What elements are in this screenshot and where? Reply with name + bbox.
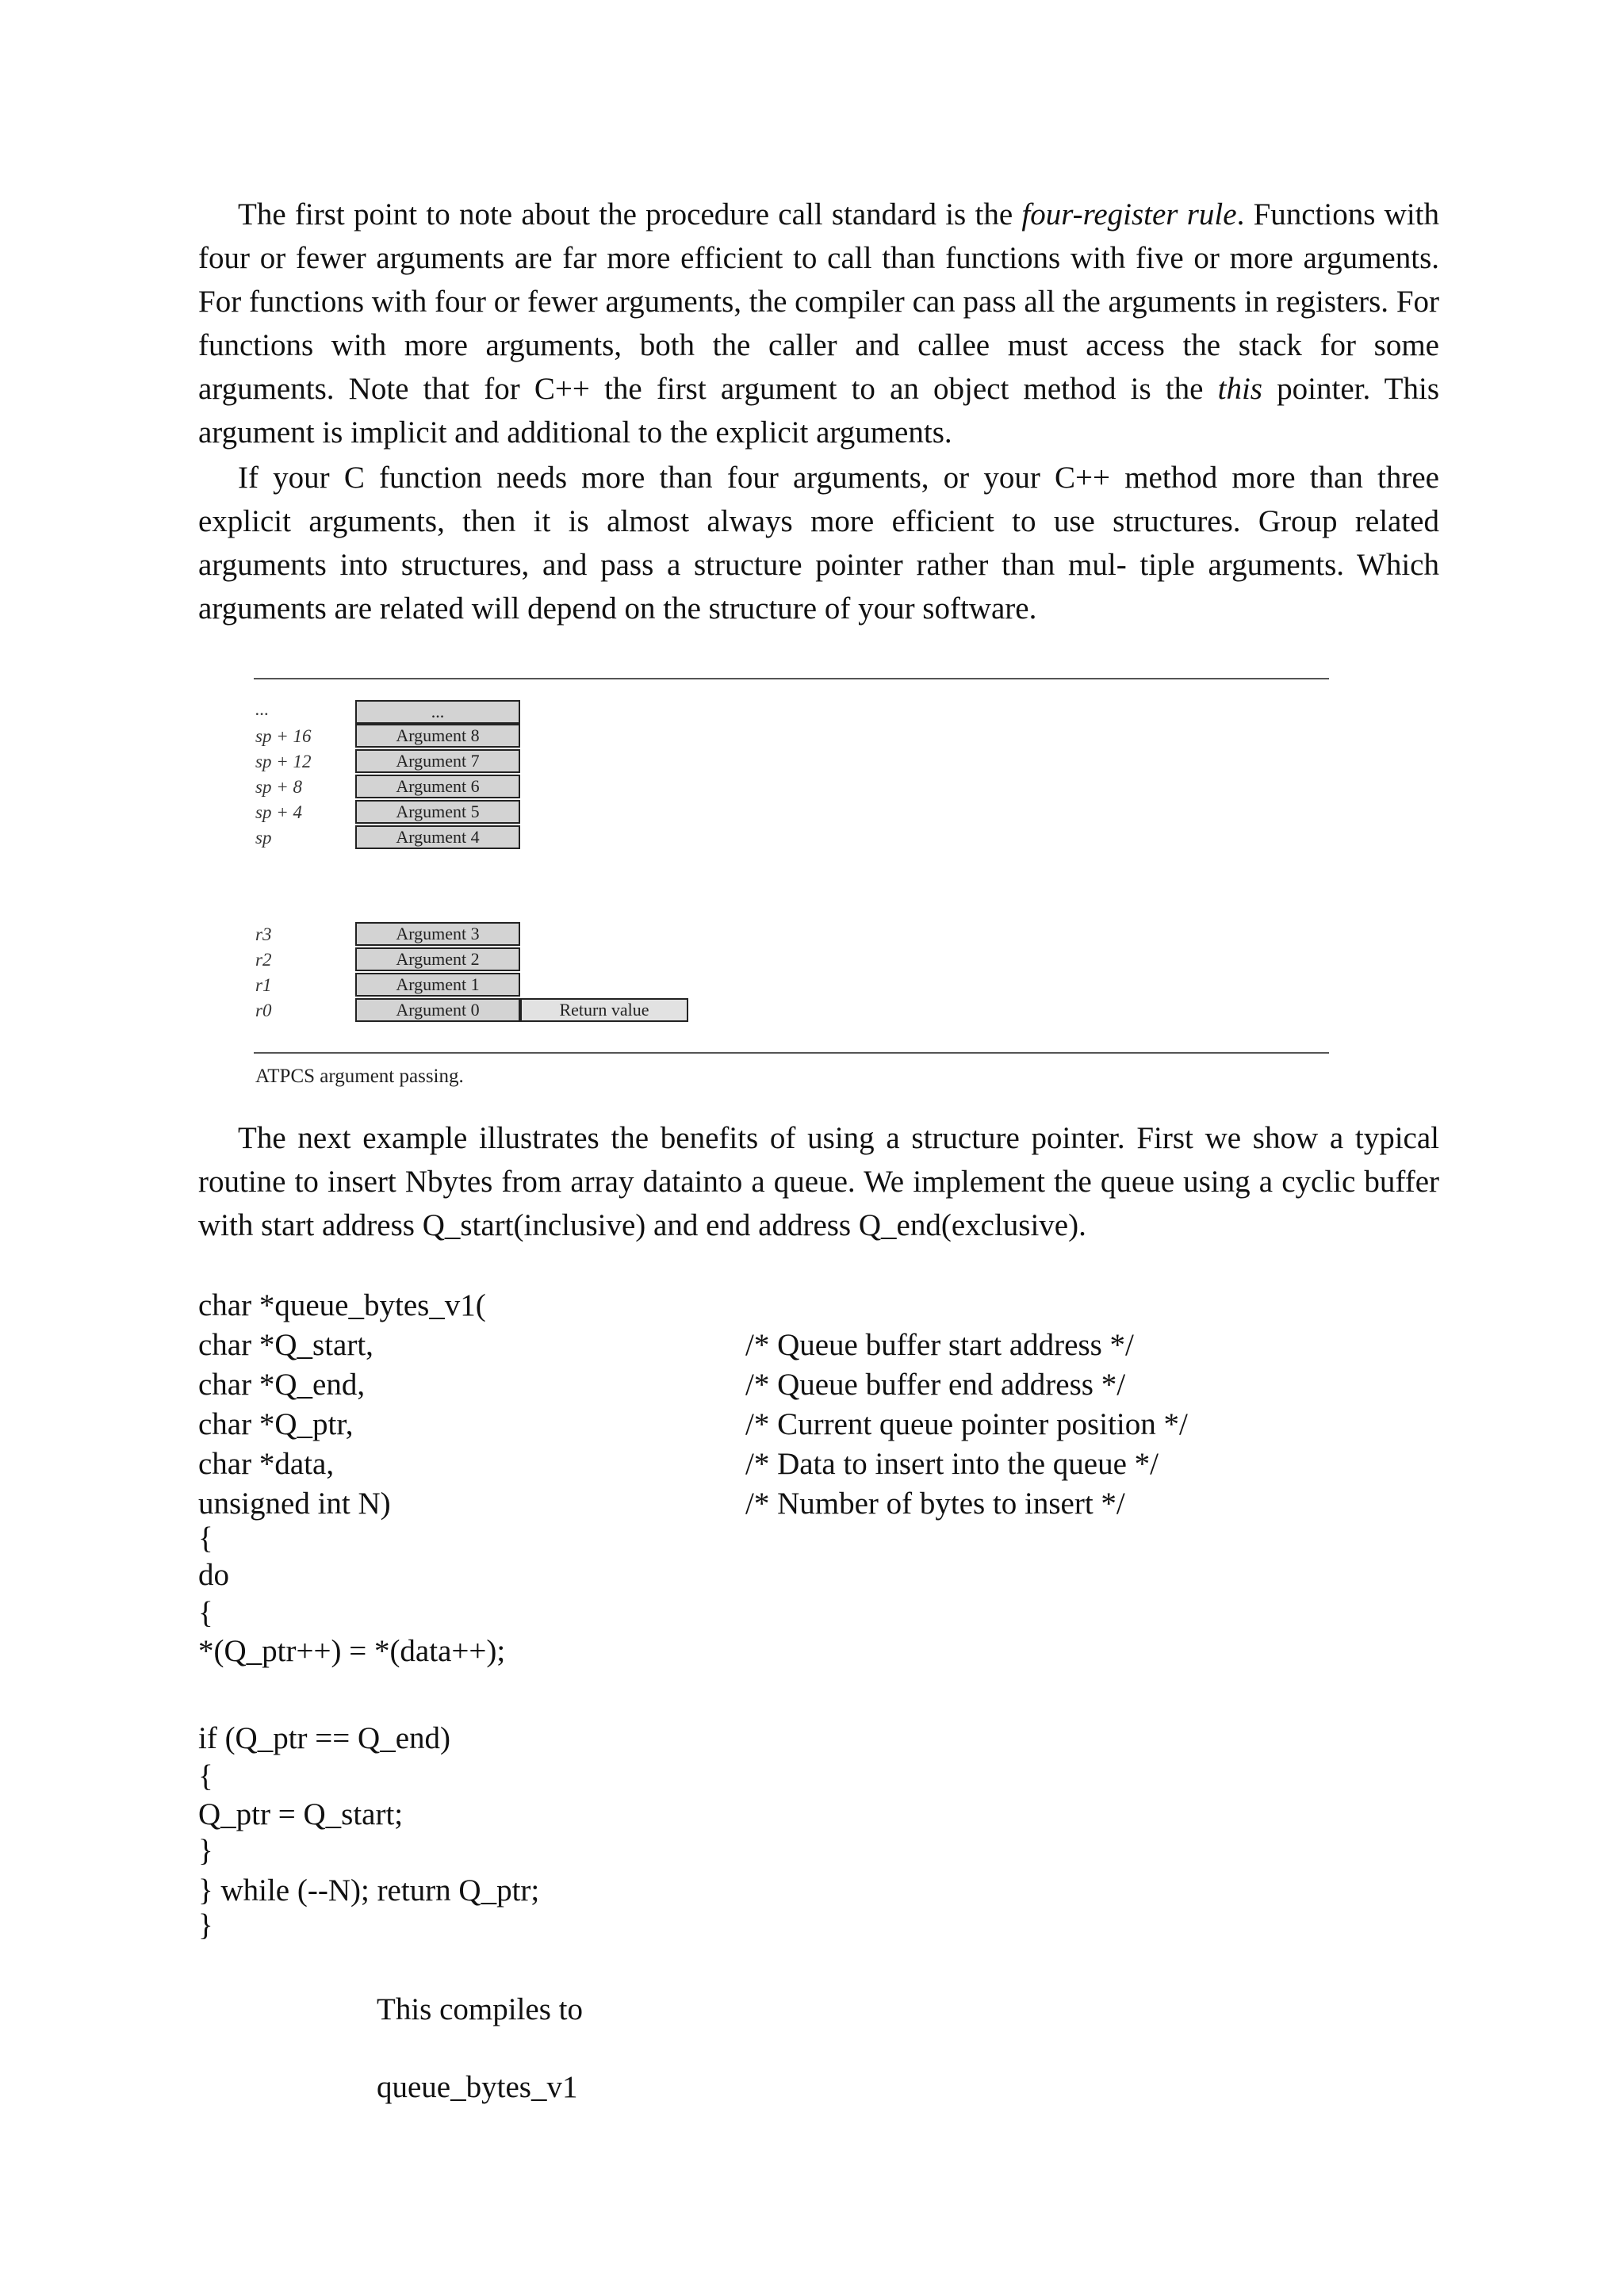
code-comment: /* Queue buffer start address */ (745, 1328, 1134, 1362)
stack-cell: Argument 5 (355, 800, 520, 824)
stack-reg-label: sp + 4 (255, 802, 302, 822)
paragraph-structures (198, 456, 1439, 630)
code-line: char *Q_ptr, (198, 1407, 354, 1441)
code-line: *(Q_ptr++) = *(data++); (198, 1634, 506, 1668)
stack-reg-label: sp + 16 (255, 726, 312, 746)
code-line: { (198, 1596, 213, 1630)
p1-italic-term: four-register rule (1021, 197, 1237, 232)
stack-cell: Argument 6 (355, 775, 520, 798)
code-line: char *Q_end, (198, 1368, 366, 1402)
code-line: char *queue_bytes_v1( (198, 1288, 486, 1322)
compiles-to-text: This compiles to (377, 1992, 583, 2026)
p1-text-a: The first point to note about the procedure call standard is the (238, 197, 1022, 232)
figure-top-rule (254, 678, 1329, 679)
code-line: } (198, 1908, 213, 1942)
code-comment: /* Current queue pointer position */ (745, 1407, 1188, 1441)
code-line: unsigned int N) (198, 1487, 391, 1521)
code-line: } (198, 1834, 213, 1868)
code-line: char *Q_start, (198, 1328, 373, 1362)
code-comment: /* Data to insert into the queue */ (745, 1447, 1159, 1481)
paragraph-structure-pointer-example (198, 1116, 1439, 1247)
code-line: Q_ptr = Q_start; (198, 1797, 404, 1831)
p1-text-b: . Functions with four or fewer arguments are far more efficient to call than functions with five or more arguments. For functions with four or fewer arguments, the compiler can pass all the arguments in registers. For functions with more arguments, both the caller and callee must access the stack for some arguments. Note that for C++ the first argument to an object method is the (198, 197, 1439, 406)
register-cell: Argument 3 (355, 922, 520, 946)
code-line: { (198, 1759, 213, 1793)
stack-cell: Argument 4 (355, 825, 520, 849)
stack-reg-label: sp + 12 (255, 752, 312, 771)
p1-text-c: pointer. This argument is implicit and additional to the explicit arguments. (198, 372, 1439, 450)
register-label: r3 (255, 924, 272, 944)
stack-reg-label: sp (255, 828, 272, 848)
stack-cell: Argument 8 (355, 724, 520, 748)
p3-text: The next example illustrates the benefits of using a structure pointer. First we show a typical routine to insert Nbytes from array datainto a queue. We implement the queue using a cyclic buffer with start address Q_start(inclusive) and end address Q_end(exclusive). (198, 1121, 1439, 1242)
figure-caption: ATPCS argument passing. (255, 1066, 464, 1087)
register-cell: Argument 2 (355, 947, 520, 971)
p2-text: If your C function needs more than four arguments, or your C++ method more than three explicit arguments, then it is almost always more efficient to use structures. Group related arguments into structures, and pass a structure pointer rather than mul- tiple arguments. Which arguments are related will depend on the structure of your software. (198, 461, 1439, 626)
paragraph-four-register-rule (198, 193, 1439, 454)
register-label: r0 (255, 1001, 272, 1020)
code-line: } while (--N); return Q_ptr; (198, 1873, 540, 1908)
return-value-cell: Return value (520, 998, 688, 1022)
stack-reg-label: ... (255, 699, 270, 719)
p1-italic-this: this (1217, 372, 1262, 406)
code-comment: /* Number of bytes to insert */ (745, 1487, 1125, 1521)
stack-cell: ... (355, 700, 520, 724)
register-label: r1 (255, 975, 272, 995)
register-cell: Argument 1 (355, 973, 520, 997)
stack-cell: Argument 7 (355, 749, 520, 773)
register-cell: Argument 0 (355, 998, 520, 1022)
function-label: queue_bytes_v1 (377, 2070, 578, 2104)
stack-reg-label: sp + 8 (255, 777, 302, 797)
register-label: r2 (255, 950, 272, 970)
code-comment: /* Queue buffer end address */ (745, 1368, 1126, 1402)
code-line: if (Q_ptr == Q_end) (198, 1721, 450, 1755)
figure-bottom-rule (254, 1052, 1329, 1054)
code-line: do (198, 1558, 229, 1592)
code-line: char *data, (198, 1447, 335, 1481)
code-line: { (198, 1521, 213, 1556)
